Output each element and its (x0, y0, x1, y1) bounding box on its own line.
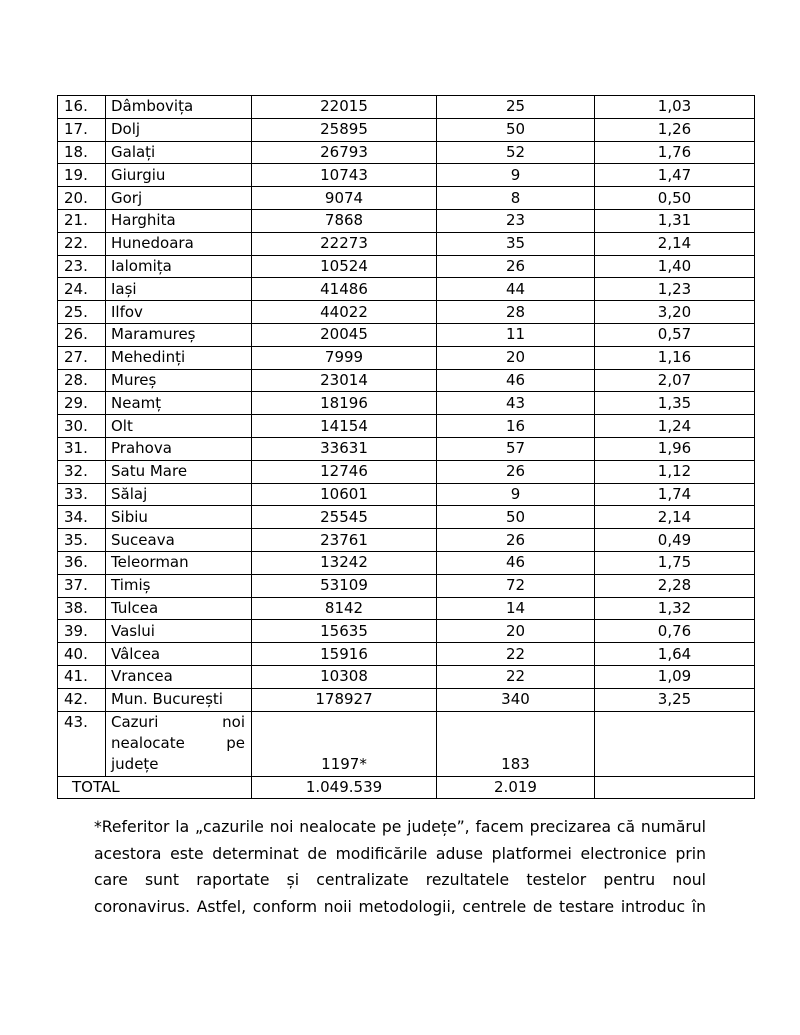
county-name: Vaslui (106, 620, 252, 643)
cell-value-1: 23014 (252, 369, 437, 392)
cell-value-1: 15635 (252, 620, 437, 643)
county-name: Ialomița (106, 255, 252, 278)
row-number: 42. (58, 688, 106, 711)
cell-value-2: 50 (437, 506, 595, 529)
table-row (58, 551, 755, 574)
row-number: 22. (58, 232, 106, 255)
cell-value-2: 46 (437, 369, 595, 392)
cell-value-3: 0,76 (595, 620, 755, 643)
cell-value-1: 1197* (252, 711, 437, 776)
cell-value-1: 7868 (252, 209, 437, 232)
row-number: 40. (58, 643, 106, 666)
county-name: Sălaj (106, 483, 252, 506)
cell-value-1: 15916 (252, 643, 437, 666)
table-row (58, 529, 755, 552)
table-row (58, 141, 755, 164)
table-row (58, 118, 755, 141)
county-name: Ilfov (106, 301, 252, 324)
footnote-line: *Referitor la „cazurile noi nealocate pe județe”, facem precizarea că numărul (94, 818, 706, 836)
cell-value-3: 2,28 (595, 574, 755, 597)
cell-value-1: 23761 (252, 529, 437, 552)
table-row (58, 597, 755, 620)
table-row (58, 620, 755, 643)
county-name: Dolj (106, 118, 252, 141)
row-number: 27. (58, 346, 106, 369)
cell-value-3: 0,57 (595, 323, 755, 346)
table-row (58, 392, 755, 415)
cell-value-3 (595, 711, 755, 776)
cell-value-1: 10524 (252, 255, 437, 278)
cell-value-1: 26793 (252, 141, 437, 164)
table-row (58, 96, 755, 119)
county-name: Mureș (106, 369, 252, 392)
cell-value-2: 16 (437, 415, 595, 438)
cell-value-1: 25545 (252, 506, 437, 529)
county-name-line: județe (111, 755, 159, 774)
county-name: Satu Mare (106, 460, 252, 483)
county-statistics-table (57, 95, 755, 799)
cell-value-2: 26 (437, 255, 595, 278)
row-number: 37. (58, 574, 106, 597)
cell-value-2: 8 (437, 187, 595, 210)
county-name: Dâmbovița (106, 96, 252, 119)
table-row (58, 278, 755, 301)
cell-value-3: 2,14 (595, 232, 755, 255)
cell-value-1: 22015 (252, 96, 437, 119)
cell-value-2: 57 (437, 437, 595, 460)
table-row (58, 323, 755, 346)
cell-value-3: 1,76 (595, 141, 755, 164)
cell-value-2: 46 (437, 551, 595, 574)
table-row (58, 665, 755, 688)
table-row (58, 232, 755, 255)
county-name: Timiș (106, 574, 252, 597)
cell-value-2: 44 (437, 278, 595, 301)
cell-value-3: 1,64 (595, 643, 755, 666)
cell-value-2: 11 (437, 323, 595, 346)
row-number: 21. (58, 209, 106, 232)
cell-value-1: 10743 (252, 164, 437, 187)
county-name: Iași (106, 278, 252, 301)
cell-value-3: 1,03 (595, 96, 755, 119)
table-row (58, 574, 755, 597)
row-number: 28. (58, 369, 106, 392)
cell-value-2: 52 (437, 141, 595, 164)
cell-value-1: 18196 (252, 392, 437, 415)
cell-value-3: 0,49 (595, 529, 755, 552)
cell-value-2: 14 (437, 597, 595, 620)
row-number: 20. (58, 187, 106, 210)
cell-value-2: 28 (437, 301, 595, 324)
total-value-2: 2.019 (437, 776, 595, 799)
cell-value-1: 14154 (252, 415, 437, 438)
cell-value-1: 53109 (252, 574, 437, 597)
row-number: 38. (58, 597, 106, 620)
cell-value-2: 9 (437, 483, 595, 506)
county-name (106, 711, 252, 776)
row-number: 17. (58, 118, 106, 141)
cell-value-3: 1,26 (595, 118, 755, 141)
cell-value-3: 1,75 (595, 551, 755, 574)
cell-value-2: 9 (437, 164, 595, 187)
county-name: Gorj (106, 187, 252, 210)
row-number: 23. (58, 255, 106, 278)
row-number: 33. (58, 483, 106, 506)
county-name: Olt (106, 415, 252, 438)
cell-value-2: 25 (437, 96, 595, 119)
cell-value-1: 10601 (252, 483, 437, 506)
cell-value-1: 25895 (252, 118, 437, 141)
footnote-line: acestora este determinat de modificările aduse platformei electronice prin (94, 844, 706, 863)
table-body (58, 96, 755, 799)
county-name: Tulcea (106, 597, 252, 620)
cell-value-3: 0,50 (595, 187, 755, 210)
row-number: 26. (58, 323, 106, 346)
total-value-3 (595, 776, 755, 799)
table-row (58, 460, 755, 483)
cell-value-2: 183 (437, 711, 595, 776)
county-name: Vâlcea (106, 643, 252, 666)
cell-value-1: 44022 (252, 301, 437, 324)
cell-value-3: 3,20 (595, 301, 755, 324)
cell-value-2: 26 (437, 460, 595, 483)
county-name: Teleorman (106, 551, 252, 574)
county-name: Mun. București (106, 688, 252, 711)
row-number: 30. (58, 415, 106, 438)
county-name: Giurgiu (106, 164, 252, 187)
cell-value-1: 22273 (252, 232, 437, 255)
cell-value-1: 20045 (252, 323, 437, 346)
cell-value-2: 20 (437, 346, 595, 369)
table-row (58, 346, 755, 369)
row-number: 29. (58, 392, 106, 415)
cell-value-3: 3,25 (595, 688, 755, 711)
county-name: Prahova (106, 437, 252, 460)
cell-value-3: 1,23 (595, 278, 755, 301)
table-row (58, 187, 755, 210)
cell-value-2: 26 (437, 529, 595, 552)
cell-value-3: 1,74 (595, 483, 755, 506)
table-row (58, 209, 755, 232)
cell-value-1: 7999 (252, 346, 437, 369)
total-label: TOTAL (58, 776, 252, 799)
cell-value-3: 1,16 (595, 346, 755, 369)
row-number: 43. (58, 711, 106, 776)
county-name: Harghita (106, 209, 252, 232)
county-name: Vrancea (106, 665, 252, 688)
county-name: Suceava (106, 529, 252, 552)
cell-value-3: 1,09 (595, 665, 755, 688)
table-row (58, 415, 755, 438)
table-row (58, 643, 755, 666)
cell-value-1: 12746 (252, 460, 437, 483)
footnote-paragraph (94, 814, 706, 920)
cell-value-3: 2,07 (595, 369, 755, 392)
cell-value-3: 1,35 (595, 392, 755, 415)
row-number: 39. (58, 620, 106, 643)
cell-value-2: 23 (437, 209, 595, 232)
cell-value-2: 20 (437, 620, 595, 643)
table-row-total (58, 776, 755, 799)
row-number: 31. (58, 437, 106, 460)
county-name-line: nealocate pe (111, 733, 245, 752)
footnote-line: care sunt raportate și centralizate rezultatele testelor pentru noul (94, 871, 706, 889)
cell-value-2: 50 (437, 118, 595, 141)
cell-value-2: 43 (437, 392, 595, 415)
row-number: 36. (58, 551, 106, 574)
table-row (58, 255, 755, 278)
cell-value-3: 1,12 (595, 460, 755, 483)
cell-value-2: 35 (437, 232, 595, 255)
row-number: 25. (58, 301, 106, 324)
county-name: Sibiu (106, 506, 252, 529)
row-number: 41. (58, 665, 106, 688)
county-name-line: Cazuri noi (111, 712, 245, 731)
cell-value-3: 1,40 (595, 255, 755, 278)
cell-value-2: 22 (437, 643, 595, 666)
county-name: Neamț (106, 392, 252, 415)
total-value-1: 1.049.539 (252, 776, 437, 799)
cell-value-3: 1,47 (595, 164, 755, 187)
row-number: 19. (58, 164, 106, 187)
footnote-line: coronavirus. Astfel, conform noii metodologii, centrele de testare introduc în (94, 897, 706, 916)
cell-value-1: 13242 (252, 551, 437, 574)
row-number: 18. (58, 141, 106, 164)
table-row (58, 164, 755, 187)
county-name: Hunedoara (106, 232, 252, 255)
cell-value-1: 33631 (252, 437, 437, 460)
cell-value-1: 8142 (252, 597, 437, 620)
cell-value-1: 9074 (252, 187, 437, 210)
cell-value-1: 10308 (252, 665, 437, 688)
row-number: 24. (58, 278, 106, 301)
cell-value-3: 1,31 (595, 209, 755, 232)
table-row (58, 437, 755, 460)
table-row (58, 506, 755, 529)
table-row (58, 369, 755, 392)
cell-value-3: 1,32 (595, 597, 755, 620)
row-number: 16. (58, 96, 106, 119)
cell-value-1: 178927 (252, 688, 437, 711)
row-number: 32. (58, 460, 106, 483)
county-name: Maramureș (106, 323, 252, 346)
county-name: Galați (106, 141, 252, 164)
table-row-unallocated (58, 711, 755, 776)
table-row (58, 483, 755, 506)
table-row (58, 301, 755, 324)
cell-value-2: 22 (437, 665, 595, 688)
county-name: Mehedinți (106, 346, 252, 369)
row-number: 35. (58, 529, 106, 552)
table-row (58, 688, 755, 711)
row-number: 34. (58, 506, 106, 529)
cell-value-1: 41486 (252, 278, 437, 301)
cell-value-3: 2,14 (595, 506, 755, 529)
cell-value-2: 72 (437, 574, 595, 597)
cell-value-3: 1,24 (595, 415, 755, 438)
cell-value-3: 1,96 (595, 437, 755, 460)
cell-value-2: 340 (437, 688, 595, 711)
